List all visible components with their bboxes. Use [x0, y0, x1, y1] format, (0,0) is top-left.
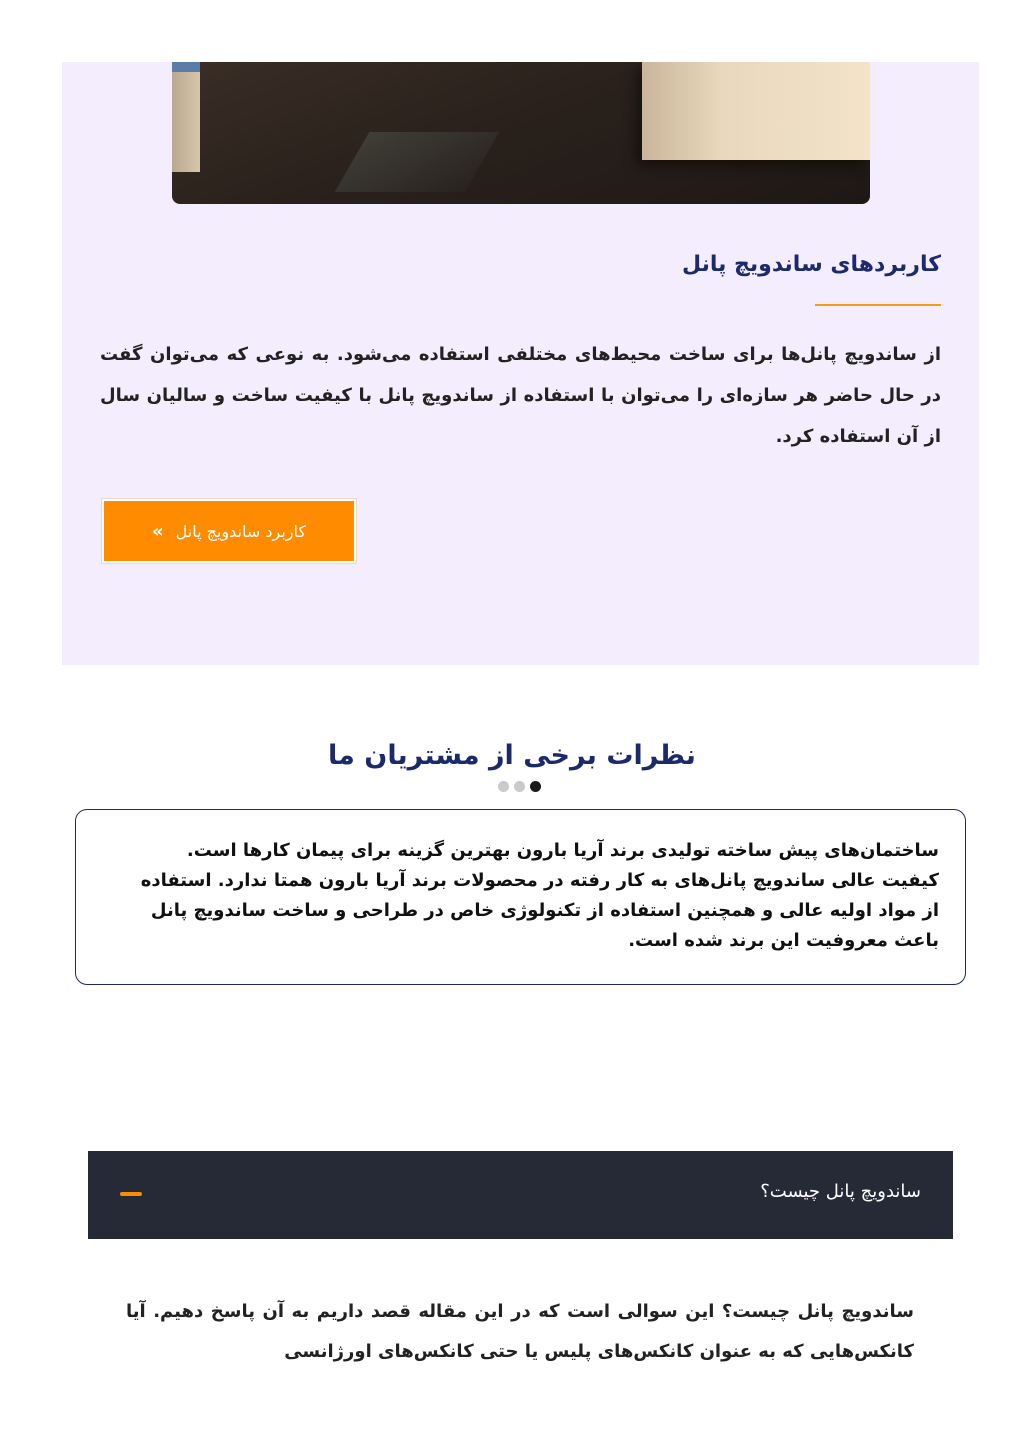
double-chevron-icon: » — [152, 520, 164, 542]
title-underline — [815, 304, 941, 306]
sandwich-panel-photo — [172, 62, 870, 204]
section-title: کاربردهای ساندویچ پانل — [681, 252, 941, 277]
applications-paragraph: از ساندویچ پانل‌ها برای ساخت محیط‌های مختلفی استفاده می‌شود. به نوعی که می‌توان گفت در حال حاضر هر سازه‌ای را می‌توان با استفاده از ساندویچ پانل با کیفیت ساخت و سالیان سال از آن استفاده کرد. — [100, 344, 941, 447]
applications-button-label: کاربرد ساندویچ پانل — [175, 521, 306, 541]
glass-reflection — [335, 132, 500, 192]
carousel-dot[interactable] — [514, 781, 525, 792]
carousel-dots — [498, 781, 541, 792]
faq-answer: ساندویچ پانل چیست؟ این سوالی است که در این مقاله قصد داریم به آن پاسخ دهیم. آیا کانکس‌هایی که به عنوان کانکس‌های پلیس یا حتی کانکس‌های اورژانسی — [126, 1301, 914, 1362]
review-card — [75, 809, 966, 985]
carousel-dot[interactable] — [498, 781, 509, 792]
panel-edge — [172, 62, 200, 172]
review-text: ساختمان‌های پیش ساخته تولیدی برند آریا بارون بهترین گزینه برای پیمان کارها است. کیفیت عالی ساندویچ پانل‌های به کار رفته در محصولات برند آریا بارون همتا ندارد. استفاده از مواد اولیه عالی و همچنین استفاده از تکنولوژی خاص در طراحی و ساخت ساندویچ پانل باعث معروفیت این برند شده است. — [140, 840, 939, 951]
reviews-title: نظرات برخی از مشتریان ما — [328, 740, 696, 771]
faq-accordion-header[interactable] — [88, 1151, 953, 1239]
minus-icon[interactable] — [120, 1192, 142, 1196]
applications-section — [62, 62, 979, 665]
faq-question: ساندویچ پانل چیست؟ — [760, 1181, 921, 1202]
panel-edge-blue — [172, 62, 200, 72]
carousel-dot-active[interactable] — [530, 781, 541, 792]
panel-wall — [642, 62, 870, 160]
applications-button[interactable] — [102, 499, 356, 563]
